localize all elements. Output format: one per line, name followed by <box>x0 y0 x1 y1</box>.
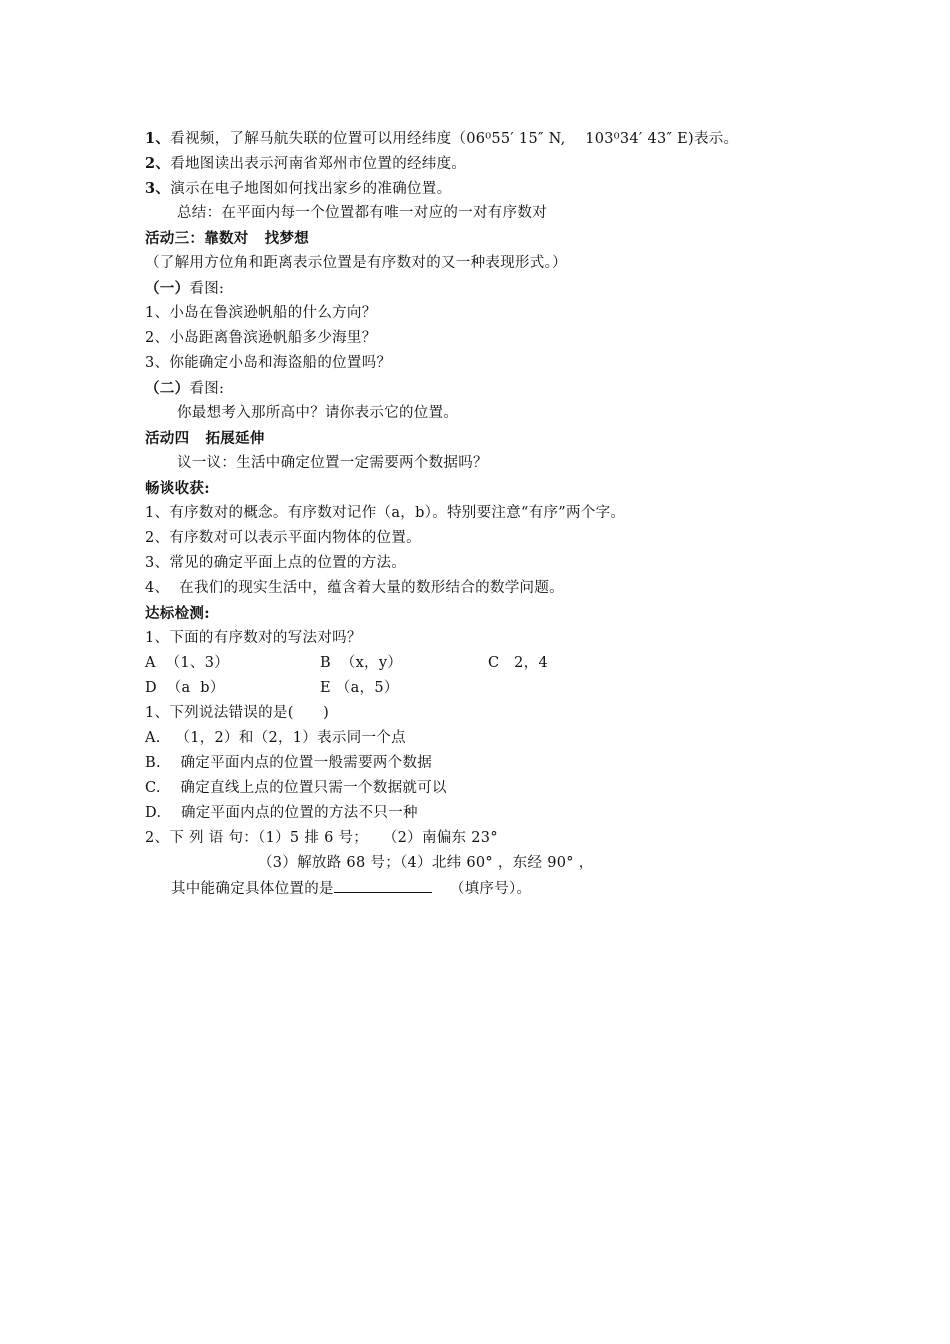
intro-item-2: 2、看地图读出表示河南省郑州市位置的经纬度。 <box>145 155 467 172</box>
activity3-note: （了解用方位角和距离表示位置是有序数对的又一种表现形式。） <box>145 255 567 271</box>
test-question-3-line3: 其中能确定具体位置的是 （填序号）。 <box>145 876 845 901</box>
activity3-question-3: 3、你能确定小岛和海盗船的位置吗？ <box>145 355 392 371</box>
activity4-heading: 活动四 拓展延伸 <box>145 430 265 447</box>
activity4-discussion: 议一议：生活中确定位置一定需要两个数据吗？ <box>177 455 488 471</box>
option-d: D （a b） <box>145 680 225 696</box>
intro-item-3: 3、演示在电子地图如何找出家乡的准确位置。 <box>145 180 452 197</box>
gains-item-3: 3、常见的确定平面上点的位置的方法。 <box>145 555 407 571</box>
summary-text: 总结：在平面内每一个位置都有唯一对应的一对有序数对 <box>177 205 547 221</box>
test-question-3-line2: （3）解放路 68 号；（4）北纬 60° ，东经 90° ， <box>258 855 594 871</box>
document-body <box>145 126 845 901</box>
intro-item-1: 1、看视频，了解马航失联的位置可以用经纬度（06⁰55′ 15″ N, 103⁰34′ 43″ E)表示。 <box>145 130 739 147</box>
option-e: E （a，5） <box>320 680 399 696</box>
activity3-part2: （二）看图: <box>145 380 225 397</box>
test-heading: 达标检测: <box>145 605 210 622</box>
test-question-2: 1、下列说法错误的是( ) <box>145 705 330 721</box>
option-b: B （x，y） <box>320 655 403 671</box>
activity3-part1: （一）看图: <box>145 280 225 297</box>
test-question-3: 2、下 列 语 句：（1）5 排 6 号； （2）南偏东 23° <box>145 830 498 846</box>
test-q1-options-row1 <box>145 651 845 676</box>
activity3-heading: 活动三：靠数对 找梦想 <box>145 230 310 247</box>
test-q1-options-row2 <box>145 676 845 701</box>
test-question-1: 1、下面的有序数对的写法对吗？ <box>145 630 362 646</box>
test-q2-option-d: D. 确定平面内点的位置的方法不只一种 <box>145 805 418 821</box>
option-c: C 2，4 <box>488 655 548 671</box>
gains-item-4: 4、 在我们的现实生活中，蕴含着大量的数形结合的数学问题。 <box>145 580 564 596</box>
gains-heading: 畅谈收获: <box>145 480 210 497</box>
gains-item-1: 1、有序数对的概念。有序数对记作（a，b）。特别要注意“有序”两个字。 <box>145 505 626 521</box>
test-q2-option-a: A. （1，2）和（2，1）表示同一个点 <box>145 730 406 746</box>
answer-blank[interactable] <box>334 876 432 893</box>
test-q2-option-c: C. 确定直线上点的位置只需一个数据就可以 <box>145 780 447 796</box>
gains-item-2: 2、有序数对可以表示平面内物体的位置。 <box>145 530 421 546</box>
activity3-question-1: 1、小岛在鲁滨逊帆船的什么方向？ <box>145 305 377 321</box>
activity3-question-2: 2、小岛距离鲁滨逊帆船多少海里？ <box>145 330 377 346</box>
activity3-part2-question: 你最想考入那所高中？请你表示它的位置。 <box>177 405 459 421</box>
test-q2-option-b: B. 确定平面内点的位置一般需要两个数据 <box>145 755 433 771</box>
option-a: A （1、3） <box>145 655 230 671</box>
